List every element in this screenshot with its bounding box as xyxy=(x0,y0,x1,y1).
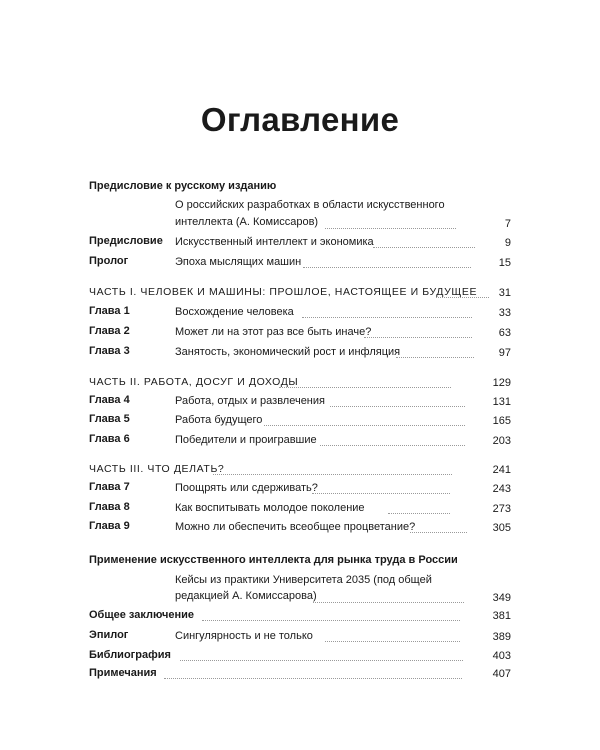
bibliography-label[interactable]: Библиография xyxy=(89,649,171,661)
epilogue-label: Эпилог xyxy=(89,629,129,641)
page-number: 349 xyxy=(492,592,511,604)
page-number: 203 xyxy=(492,435,511,447)
chapter-label: Глава 7 xyxy=(89,481,130,493)
page-number: 131 xyxy=(492,396,511,408)
page-number: 63 xyxy=(498,327,511,339)
dot-leader xyxy=(180,660,463,661)
page-number: 243 xyxy=(492,483,511,495)
chapter-label: Глава 5 xyxy=(89,413,130,425)
chapter-label: Глава 2 xyxy=(89,325,130,337)
part-2-title[interactable]: ЧАСТЬ II. РАБОТА, ДОСУГ И ДОХОДЫ xyxy=(89,376,299,388)
preface-label: Предисловие xyxy=(89,235,163,247)
dot-leader xyxy=(213,474,452,475)
chapter-title[interactable]: Как воспитывать молодое поколение xyxy=(175,502,365,514)
dot-leader xyxy=(202,620,460,621)
page-number: 7 xyxy=(504,218,511,230)
chapter-label: Глава 1 xyxy=(89,305,130,317)
dot-leader xyxy=(264,425,465,426)
prologue-title[interactable]: Эпоха мыслящих машин xyxy=(175,256,302,268)
dot-leader xyxy=(164,678,462,679)
page-number: 15 xyxy=(498,257,511,269)
chapter-label: Глава 3 xyxy=(89,345,130,357)
page-number: 381 xyxy=(492,610,511,622)
chapter-label: Глава 6 xyxy=(89,433,130,445)
part-1-title[interactable]: ЧАСТЬ I. ЧЕЛОВЕК И МАШИНЫ: ПРОШЛОЕ, НАСТОЯЩЕЕ И БУДУЩЕЕ xyxy=(89,286,478,298)
preface-ru-desc-line2: интеллекта (А. Комиссаров) xyxy=(175,216,319,228)
page-number: 165 xyxy=(492,415,511,427)
chapter-title[interactable]: Восхождение человека xyxy=(175,306,294,318)
dot-leader xyxy=(279,387,451,388)
page-number: 9 xyxy=(504,237,511,249)
part-3-title[interactable]: ЧАСТЬ III. ЧТО ДЕЛАТЬ? xyxy=(89,463,225,475)
conclusion-label[interactable]: Общее заключение xyxy=(89,609,194,621)
chapter-title[interactable]: Поощрять или сдерживать? xyxy=(175,482,318,494)
chapter-title[interactable]: Можно ли обеспечить всеобщее процветание? xyxy=(175,521,416,533)
page-title: Оглавление xyxy=(200,101,400,138)
preface-title[interactable]: Искусственный интеллект и экономика xyxy=(175,236,374,248)
application-heading[interactable]: Применение искусственного интеллекта для рынка труда в России xyxy=(89,554,458,566)
page-number: 31 xyxy=(498,287,511,299)
page-number: 407 xyxy=(492,668,511,680)
chapter-label: Глава 4 xyxy=(89,394,130,406)
chapter-title[interactable]: Занятость, экономический рост и инфляция xyxy=(175,346,401,358)
application-desc-line1: Кейсы из практики Университета 2035 (под общей xyxy=(175,574,432,586)
preface-ru-heading[interactable]: Предисловие к русскому изданию xyxy=(89,180,277,192)
chapter-title[interactable]: Работа, отдых и развлечения xyxy=(175,395,325,407)
page-number: 33 xyxy=(498,307,511,319)
chapter-label: Глава 8 xyxy=(89,501,130,513)
page-number: 97 xyxy=(498,347,511,359)
page-number: 129 xyxy=(492,377,511,389)
application-desc-line2: редакцией А. Комиссарова) xyxy=(175,590,317,602)
dot-leader xyxy=(325,228,456,229)
chapter-title[interactable]: Может ли на этот раз все быть иначе? xyxy=(175,326,372,338)
prologue-label: Пролог xyxy=(89,255,129,267)
page-number: 241 xyxy=(492,464,511,476)
chapter-title[interactable]: Победители и проигравшие xyxy=(175,434,317,446)
notes-label[interactable]: Примечания xyxy=(89,667,157,679)
epilogue-title[interactable]: Сингулярность и не только xyxy=(175,630,313,642)
dot-leader xyxy=(312,493,450,494)
page-number: 273 xyxy=(492,503,511,515)
preface-ru-desc-line1: О российских разработках в области искусственного xyxy=(175,199,445,211)
page-number: 389 xyxy=(492,631,511,643)
chapter-title[interactable]: Работа будущего xyxy=(175,414,263,426)
chapter-label: Глава 9 xyxy=(89,520,130,532)
page-number: 403 xyxy=(492,650,511,662)
page-number: 305 xyxy=(492,522,511,534)
